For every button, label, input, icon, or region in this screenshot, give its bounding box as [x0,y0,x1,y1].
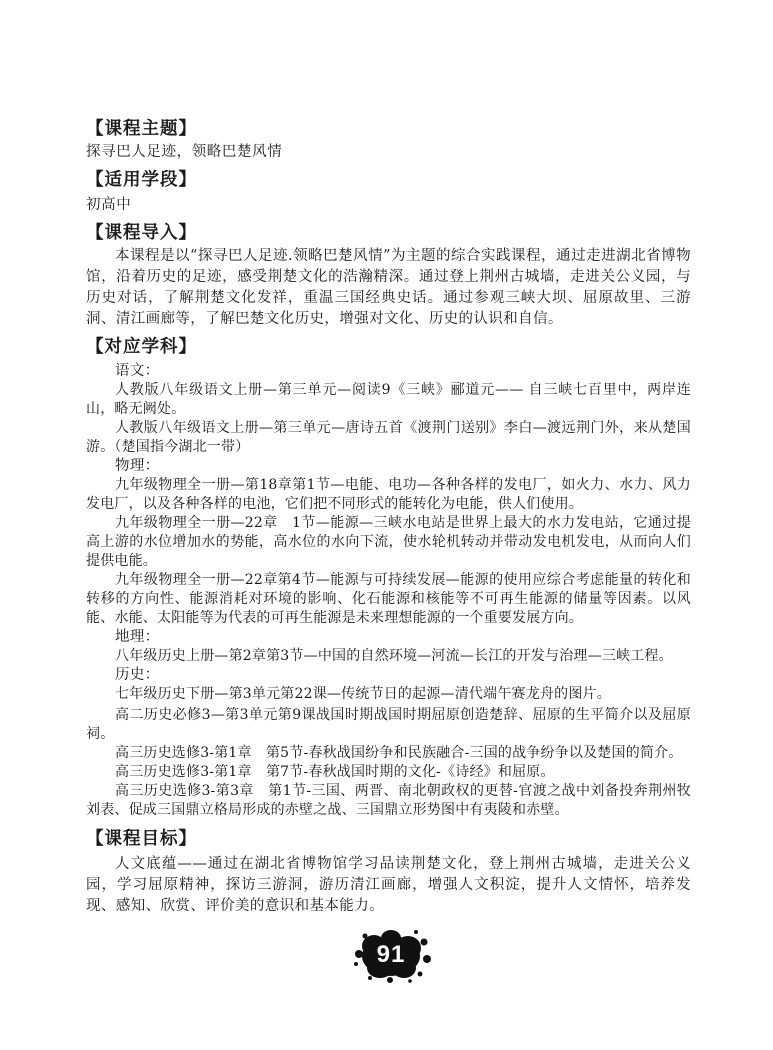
page-content [86,116,691,917]
page-number-badge [350,924,432,986]
subject-item: 高三历史选修3-第1章 第7节-春秋战国时期的文化-《诗经》和屈原。 [115,764,555,780]
heading-course-theme: 【课程主题】 [86,119,197,139]
grade-text: 初高中 [86,197,132,213]
subject-label-chinese: 语文： [115,363,160,379]
subject-label-physics: 物理： [115,458,160,474]
subject-item: 九年级物理全一册—22章第4节—能源与可持续发展—能源的使用应综合考虑能量的转化和转移的方向性、能源消耗对环境的影响、化石能源和核能等不可再生能源的储量等因素。以风能、水能、太阳能等为代表的可再生能源是未来理想能源的一个重要发展方向。 [86,572,691,626]
subject-item: 高三历史选修3-第1章 第5节-春秋战国纷争和民族融合-三国的战争纷争以及楚国的简介。 [115,745,683,761]
page-number: 91 [376,941,406,968]
subject-label-geography: 地理： [115,629,160,645]
subject-item: 人教版八年级语文上册—第三单元—阅读9《三峡》郦道元—— 自三峡七百里中，两岸连山，略无阙处。 [86,382,691,417]
subject-item: 九年级物理全一册—第18章第1节—电能、电功—各种各样的发电厂，如火力、水力、风力发电厂，以及各种各样的电池，它们把不同形式的能转化为电能，供人们使用。 [86,477,691,512]
subject-item: 八年级历史上册—第2章第3节—中国的自然环境—河流—长江的开发与治理—三峡工程。 [115,648,673,664]
course-intro-text: 本课程是以“探寻巴人足迹.领略巴楚风情”为主题的综合实践课程，通过走进湖北省博物馆，沿着历史的足迹，感受荆楚文化的浩瀚精深。通过登上荆州古城墙，走进关公义园，与历史对话，了解荆楚文化发祥，重温三国经典史话。通过参观三峡大坝、屈原故里、三游洞、清江画廊等，了解巴楚文化历史，增强对文化、历史的认识和自信。 [86,248,691,327]
subject-label-history: 历史： [115,667,160,683]
subject-item: 高三历史选修3-第3章 第1节-三国、两晋、南北朝政权的更替-官渡之战中刘备投奔荆州牧刘表、促成三国鼎立格局形成的赤壁之战、三国鼎立形势图中有夷陵和赤壁。 [86,783,691,818]
subject-item: 九年级物理全一册—22章 1节—能源—三峡水电站是世界上最大的水力发电站，它通过提高上游的水位增加水的势能，高水位的水向下流，使水轮机转动并带动发电机发电，从而向人们提供电能。 [86,515,691,569]
subject-item: 高二历史必修3—第3单元第9课战国时期战国时期屈原创造楚辞、屈原的生平简介以及屈原祠。 [86,707,691,742]
heading-subjects: 【对应学科】 [86,337,197,357]
heading-grade: 【适用学段】 [86,170,197,190]
subject-item: 七年级历史下册—第3单元第22课—传统节日的起源—清代端午赛龙舟的图片。 [115,686,611,702]
heading-course-intro: 【课程导入】 [86,223,197,243]
subject-item: 人教版八年级语文上册—第三单元—唐诗五首《渡荆门送别》李白—渡远荆门外，来从楚国游。（楚国指今湖北一带） [86,420,691,455]
heading-course-goals: 【课程目标】 [86,829,197,849]
course-goals-text: 人文底蕴——通过在湖北省博物馆学习品读荆楚文化，登上荆州古城墙，走进关公义园，学习屈原精神，探访三游洞，游历清江画廊，增强人文积淀，提升人文情怀，培养发现、感知、欣赏、评价美的意识和基本能力。 [86,856,691,914]
course-theme-text: 探寻巴人足迹，领略巴楚风情 [86,144,283,160]
